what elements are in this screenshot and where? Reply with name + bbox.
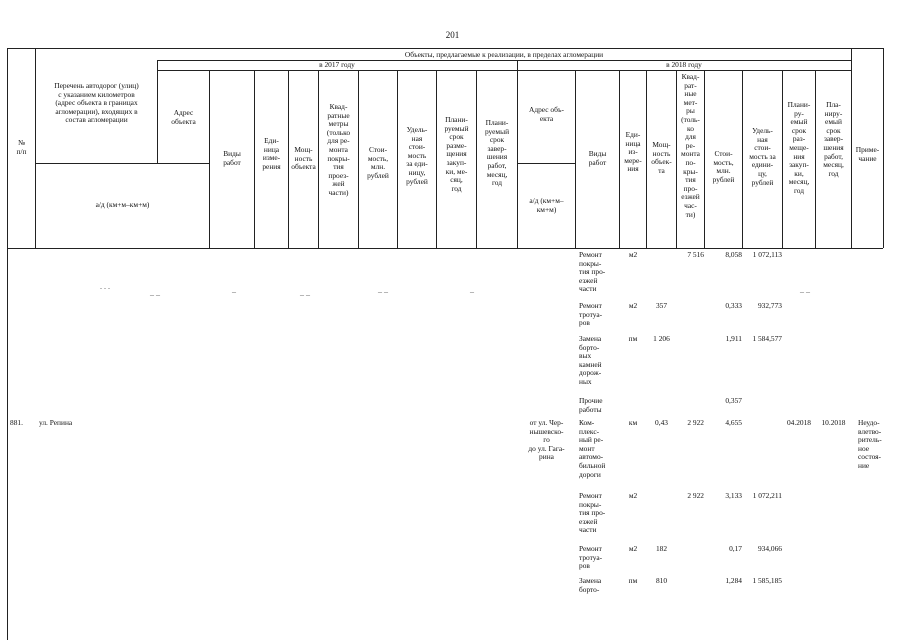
row-number: 881. [10,418,23,427]
work-power: 1 206 [653,334,670,343]
row-complete-date: 10.2018 [821,418,846,427]
scan-artifact: – – [300,290,310,299]
header-address-2017: Адрес объекта [171,108,196,126]
header-cost-2017: Стои- мость, млн. рублей [367,145,389,180]
work-unit: пм [628,334,638,343]
work-cost: 8,058 [725,250,742,259]
header-year-2018: в 2018 году [666,60,702,69]
row-address-2018: от ул. Чер- нышевско- го до ул. Гага- рина [528,418,565,462]
header-address-2018-km: а/д (км+м– км+м) [529,196,564,214]
work-unit: м2 [628,250,638,259]
page-number: 201 [445,30,460,40]
work-sqm: 7 516 [687,250,704,259]
scan-artifact: – [470,287,474,296]
header-plan-procure-2018: Плани- ру- емый срок раз- меще- ния закуп- ки, месяц, год [787,100,811,195]
header-note: Приме- чание [855,145,880,163]
header-road-km: а/д (км+м–км+м) [95,200,150,209]
row-road: ул. Репина [39,418,73,427]
row-note: Неудо- влетво- ритель- ное состоя- ние [858,418,882,470]
header-works-2017: Виды работ [223,149,241,167]
work-name: Прочие работы [579,396,603,414]
header-sqm-2018: Квад- рат- ные мет- ры (толь- ко для ре- монта по- кры- тия про- езжей час- ти) [681,72,700,219]
header-num: № п/п [16,138,27,156]
work-power: 357 [655,301,668,310]
work-cost: 0,333 [725,301,742,310]
header-plan-complete-2017: Плани- руемый срок завер- шения работ, месяц, год [484,118,510,188]
work-unitcost: 1 072,211 [752,491,782,500]
work-name: Ком- плекс- ный ре- монт автомо- бильной дороги [579,418,606,479]
header-road-list: Перечень автодорог (улиц) с указанием километров (адрес объекта в границах агломерации), входящих в состав агломерации [54,81,139,125]
header-sqm-2017: Квад- ратные метры (только для ре- монта покры- тия проез- жей части) [326,102,351,197]
scan-artifact: – – [150,290,160,299]
work-unit: км [628,418,638,427]
work-power: 182 [655,544,668,553]
work-sqm: 2 922 [687,491,704,500]
work-unit: пм [628,576,638,585]
row-procure-date: 04.2018 [786,418,812,427]
work-unitcost: 932,773 [757,301,782,310]
work-unitcost: 1 584,577 [752,334,782,343]
header-power-2018: Мощ- ность объек- та [651,140,672,175]
work-power: 810 [655,576,668,585]
work-name: Ремонт покры- тия про- езжей части [579,491,606,535]
scan-artifact: – – [800,287,810,296]
scan-artifact: – – [378,287,388,296]
work-unitcost: 1 072,113 [752,250,782,259]
work-name: Замена борто- [579,576,602,594]
work-power: 0,43 [655,418,668,427]
work-cost: 0,357 [725,396,742,405]
work-name: Замена борто- вых камней дорож- ных [579,334,602,386]
work-name: Ремонт покры- тия про- езжей части [579,250,606,294]
work-cost: 3,133 [725,491,742,500]
work-sqm: 2 922 [687,418,704,427]
header-plan-procure-2017: Плани- руемый срок разме- щения закуп- ки, ме- сяц, год [444,115,469,193]
work-name: Ремонт тротуа- ров [579,544,603,571]
header-cost-2018: Стои- мость, млн. рублей [712,149,735,184]
work-cost: 0,17 [729,544,742,553]
header-address-2018: Адрес объ- екта [529,105,564,123]
header-power-2017: Мощ- ность объекта [291,145,316,172]
work-cost: 1,284 [725,576,742,585]
work-unitcost: 934,066 [757,544,782,553]
work-unitcost: 1 585,185 [752,576,782,585]
header-plan-complete-2018: Пла- ниру- емый срок завер- шения работ, месяц, год [823,100,844,178]
header-year-2017: в 2017 году [319,60,355,69]
work-unit: м2 [628,301,638,310]
header-unit-2017: Еди- ница изме- рения [262,136,281,171]
work-cost: 1,911 [725,334,742,343]
work-unit: м2 [628,491,638,500]
header-objects: Объекты, предлагаемые к реализации, в пределах агломерации [404,50,604,59]
scan-artifact: – [232,287,236,296]
header-works-2018: Виды работ [588,149,607,167]
work-name: Ремонт тротуа- ров [579,301,603,328]
header-unitcost-2018: Удель- ная стои- мость за едини- цу, рублей [749,126,776,187]
scan-artifact: . . . [100,282,110,291]
work-cost: 4,655 [725,418,742,427]
header-unitcost-2017: Удель- ная стои- мость за еди- ницу, рублей [406,125,428,186]
work-unit: м2 [628,544,638,553]
header-unit-2018: Еди- ница из- мере- ния [624,130,642,174]
